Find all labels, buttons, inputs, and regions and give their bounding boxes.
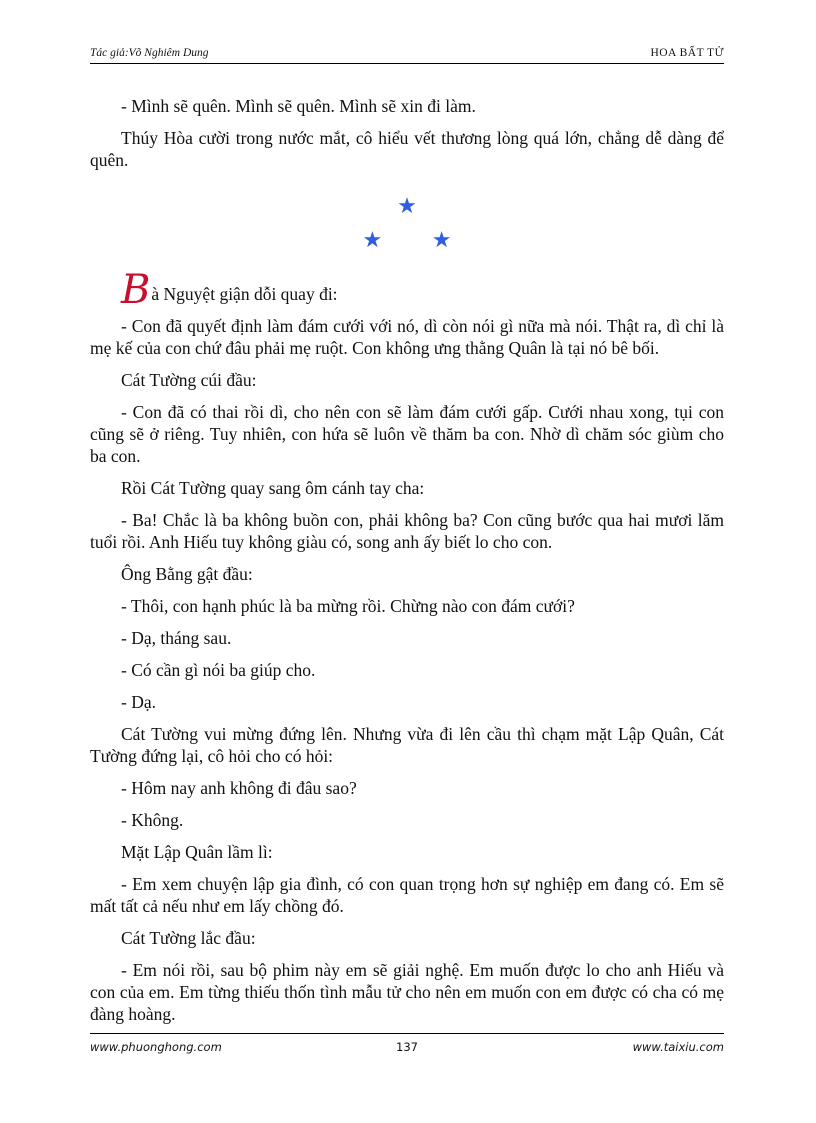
paragraph: - Con đã có thai rồi dì, cho nên con sẽ làm đám cưới gấp. Cưới nhau xong, tụi con cũng sẽ ở riêng. Tuy nhiên, con hứa sẽ luôn về thăm ba con. Nhờ dì chăm sóc giùm cho ba con. [90, 402, 724, 466]
section-separator [90, 189, 724, 257]
paragraph: - Dạ, tháng sau. [121, 628, 232, 648]
dropcap-rest: à Nguyệt giận dỗi quay đi: [151, 284, 338, 304]
paragraph: Cát Tường vui mừng đứng lên. Nhưng vừa đi lên cầu thì chạm mặt Lập Quân, Cát Tường đứng lại, cô hỏi cho có hỏi: [90, 724, 724, 766]
paragraph: - Ba! Chắc là ba không buồn con, phải không ba? Con cũng bước qua hai mươi lăm tuổi rồi. Anh Hiếu tuy không giàu có, song anh ấy biết lo cho con. [90, 510, 724, 552]
paragraph: - Em xem chuyện lập gia đình, có con quan trọng hơn sự nghiệp em đang có. Em sẽ mất tất cả nếu như em lấy chồng đó. [90, 874, 724, 916]
paragraph: Rồi Cát Tường quay sang ôm cánh tay cha: [121, 478, 425, 498]
header-book-title: HOA BẤT TỬ [650, 47, 724, 59]
star-icon-bottom-pair: ★ ★ [362, 227, 474, 252]
paragraph: - Hôm nay anh không đi đâu sao? [121, 778, 357, 798]
paragraph: - Có cần gì nói ba giúp cho. [121, 660, 316, 680]
paragraph: - Con đã quyết định làm đám cưới với nó, dì còn nói gì nữa mà nói. Thật ra, dì chỉ là mẹ kế của con chứ đâu phải mẹ ruột. Con không ưng thằng Quân là tại nó bê bối. [90, 316, 724, 358]
paragraph: Thúy Hòa cười trong nước mắt, cô hiểu vết thương lòng quá lớn, chẳng dễ dàng để quên. [90, 128, 724, 170]
paragraph: Cát Tường lắc đầu: [121, 928, 256, 948]
paragraph: - Em nói rồi, sau bộ phim này em sẽ giải nghệ. Em muốn được lo cho anh Hiếu và con của em. Em từng thiếu thốn tình mẫu tử cho nên em muốn con em được có cha có mẹ đàng hoàng. [90, 960, 724, 1024]
header-author: Tác giả:Võ Nghiêm Dung [90, 47, 209, 59]
paragraph: - Thôi, con hạnh phúc là ba mừng rồi. Chừng nào con đám cưới? [121, 596, 575, 616]
page-footer [90, 1033, 724, 1054]
paragraph: - Không. [121, 810, 184, 830]
paragraph: - Dạ. [121, 692, 156, 712]
footer-website-left: www.phuonghong.com [90, 1040, 222, 1054]
page-number: 137 [396, 1040, 418, 1054]
paragraph: - Mình sẽ quên. Mình sẽ quên. Mình sẽ xin đi làm. [121, 96, 476, 116]
paragraph: Ông Bằng gật đầu: [121, 564, 253, 584]
paragraph: Mặt Lập Quân lầm lì: [121, 842, 273, 862]
dropcap-paragraph [90, 267, 724, 313]
paragraph: Cát Tường cúi đầu: [121, 370, 257, 390]
page-header [90, 47, 724, 64]
star-icon-top: ★ [397, 193, 417, 218]
page-body [90, 95, 724, 1035]
dropcap-letter: B [121, 267, 151, 313]
footer-website-right: www.taixiu.com [632, 1040, 724, 1054]
